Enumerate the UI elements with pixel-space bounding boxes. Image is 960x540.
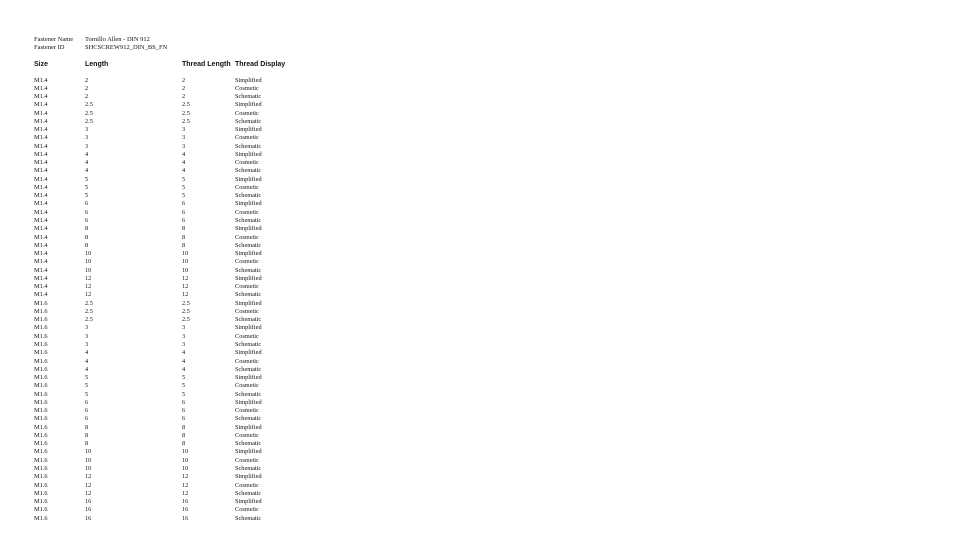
size-cell: M1.4 [34, 233, 48, 241]
table-row [0, 308, 960, 316]
thread-display-cell: Simplified [235, 498, 262, 506]
thread-length-cell: 2 [182, 84, 186, 92]
thread-display-cell: Cosmetic [235, 506, 259, 514]
thread-length-cell: 6 [182, 415, 186, 423]
table-row [0, 382, 960, 390]
table-row [0, 242, 960, 250]
thread-display-cell: Cosmetic [235, 208, 259, 216]
thread-display-cell: Simplified [235, 175, 262, 183]
length-cell: 2.5 [85, 307, 93, 315]
table-row [0, 250, 960, 258]
table-row [0, 415, 960, 423]
length-cell: 12 [85, 283, 92, 291]
length-cell: 4 [85, 159, 89, 167]
length-cell: 3 [85, 332, 89, 340]
thread-display-cell: Simplified [235, 423, 262, 431]
length-cell: 2 [85, 76, 89, 84]
thread-display-cell: Simplified [235, 473, 262, 481]
length-cell: 6 [85, 407, 89, 415]
table-row [0, 93, 960, 101]
length-cell: 5 [85, 382, 89, 390]
size-cell: M1.4 [34, 159, 48, 167]
column-header-length: Length [85, 61, 109, 68]
thread-length-cell: 5 [182, 382, 186, 390]
length-cell: 10 [85, 250, 92, 258]
table-row [0, 217, 960, 225]
size-cell: M1.4 [34, 200, 48, 208]
fastener-name-label: Fastener Name [34, 36, 74, 43]
table-row [0, 118, 960, 126]
thread-length-cell: 2.5 [182, 299, 190, 307]
size-cell: M1.4 [34, 258, 48, 266]
thread-display-cell: Schematic [235, 192, 262, 200]
thread-length-cell: 6 [182, 217, 186, 225]
thread-display-cell: Simplified [235, 398, 262, 406]
column-header-thread-display: Thread Display [235, 61, 286, 68]
thread-length-cell: 3 [182, 134, 186, 142]
size-cell: M1.6 [34, 481, 48, 489]
thread-display-cell: Schematic [235, 266, 262, 274]
length-cell: 6 [85, 200, 89, 208]
thread-display-cell: Simplified [235, 349, 262, 357]
table-row [0, 473, 960, 481]
size-cell: M1.4 [34, 109, 48, 117]
size-cell: M1.6 [34, 365, 48, 373]
length-cell: 12 [85, 473, 92, 481]
thread-display-cell: Cosmetic [235, 183, 259, 191]
thread-length-cell: 10 [182, 258, 189, 266]
table-row [0, 267, 960, 275]
length-cell: 2.5 [85, 117, 93, 125]
thread-length-cell: 4 [182, 349, 186, 357]
length-cell: 4 [85, 365, 89, 373]
table-row [0, 126, 960, 134]
thread-display-cell: Cosmetic [235, 307, 259, 315]
thread-length-cell: 12 [182, 274, 189, 282]
table-row [0, 349, 960, 357]
size-cell: M1.6 [34, 431, 48, 439]
table-row [0, 110, 960, 118]
thread-length-cell: 5 [182, 175, 186, 183]
thread-length-cell: 5 [182, 374, 186, 382]
thread-length-cell: 12 [182, 291, 189, 299]
thread-length-cell: 12 [182, 473, 189, 481]
thread-length-cell: 12 [182, 481, 189, 489]
thread-display-cell: Cosmetic [235, 407, 259, 415]
length-cell: 10 [85, 266, 92, 274]
size-cell: M1.6 [34, 498, 48, 506]
thread-display-cell: Schematic [235, 341, 262, 348]
size-cell: M1.6 [34, 299, 48, 307]
thread-display-cell: Schematic [235, 514, 262, 522]
table-row [0, 399, 960, 407]
thread-display-cell: Schematic [235, 440, 262, 448]
length-cell: 8 [85, 233, 89, 241]
size-cell: M1.6 [34, 415, 48, 423]
thread-length-cell: 8 [182, 225, 186, 233]
thread-display-cell: Schematic [235, 390, 262, 398]
size-cell: M1.4 [34, 250, 48, 258]
length-cell: 6 [85, 415, 89, 423]
table-row [0, 448, 960, 456]
thread-length-cell: 4 [182, 365, 186, 373]
table-row [0, 498, 960, 506]
table-row [0, 134, 960, 142]
table-row [0, 101, 960, 109]
table-row [0, 300, 960, 308]
thread-length-cell: 10 [182, 464, 189, 472]
length-cell: 3 [85, 324, 89, 332]
thread-length-cell: 10 [182, 250, 189, 258]
thread-length-cell: 12 [182, 283, 189, 291]
size-cell: M1.4 [34, 274, 48, 282]
thread-display-cell: Simplified [235, 76, 262, 84]
thread-length-cell: 3 [182, 332, 186, 340]
thread-display-cell: Simplified [235, 250, 262, 258]
size-cell: M1.4 [34, 266, 48, 274]
length-cell: 2 [85, 84, 89, 92]
table-row [0, 176, 960, 184]
table-row [0, 490, 960, 498]
thread-length-cell: 8 [182, 423, 186, 431]
thread-display-cell: Schematic [235, 316, 262, 324]
length-cell: 2.5 [85, 316, 93, 324]
thread-length-cell: 16 [182, 498, 189, 506]
size-cell: M1.6 [34, 489, 48, 497]
column-header-size: Size [34, 61, 49, 68]
thread-display-cell: Simplified [235, 126, 262, 134]
size-cell: M1.4 [34, 217, 48, 225]
thread-display-cell: Cosmetic [235, 233, 259, 241]
size-cell: M1.6 [34, 464, 48, 472]
table-row [0, 432, 960, 440]
thread-length-cell: 3 [182, 126, 186, 134]
length-cell: 4 [85, 167, 89, 175]
thread-display-cell: Simplified [235, 299, 262, 307]
size-cell: M1.6 [34, 398, 48, 406]
length-cell: 10 [85, 258, 92, 266]
size-cell: M1.4 [34, 117, 48, 125]
size-cell: M1.6 [34, 374, 48, 382]
thread-display-cell: Schematic [235, 93, 262, 101]
length-cell: 8 [85, 431, 89, 439]
thread-display-cell: Simplified [235, 374, 262, 382]
thread-length-cell: 3 [182, 142, 186, 150]
thread-length-cell: 10 [182, 456, 189, 464]
length-cell: 5 [85, 374, 89, 382]
thread-length-cell: 6 [182, 208, 186, 216]
table-row [0, 258, 960, 266]
length-cell: 2.5 [85, 299, 93, 307]
table-row [0, 324, 960, 332]
size-cell: M1.6 [34, 423, 48, 431]
length-cell: 5 [85, 183, 89, 191]
length-cell: 12 [85, 489, 92, 497]
length-cell: 4 [85, 150, 89, 158]
size-cell: M1.6 [34, 473, 48, 481]
thread-length-cell: 6 [182, 398, 186, 406]
thread-length-cell: 2.5 [182, 316, 190, 324]
table-row [0, 515, 960, 523]
thread-display-cell: Simplified [235, 324, 262, 332]
thread-display-cell: Cosmetic [235, 159, 259, 167]
size-cell: M1.4 [34, 167, 48, 175]
size-cell: M1.4 [34, 208, 48, 216]
thread-length-cell: 6 [182, 407, 186, 415]
thread-length-cell: 10 [182, 266, 189, 274]
thread-length-cell: 8 [182, 241, 186, 249]
length-cell: 12 [85, 274, 92, 282]
length-cell: 4 [85, 349, 89, 357]
thread-length-cell: 2.5 [182, 117, 190, 125]
size-cell: M1.4 [34, 291, 48, 299]
thread-display-cell: Cosmetic [235, 332, 259, 340]
thread-display-cell: Simplified [235, 225, 262, 233]
table-row [0, 440, 960, 448]
table-row [0, 457, 960, 465]
size-cell: M1.4 [34, 84, 48, 92]
table-row [0, 391, 960, 399]
thread-display-cell: Simplified [235, 448, 262, 456]
table-row [0, 209, 960, 217]
thread-length-cell: 16 [182, 506, 189, 514]
size-cell: M1.4 [34, 126, 48, 134]
size-cell: M1.6 [34, 341, 48, 348]
table-row [0, 316, 960, 324]
table-row [0, 143, 960, 151]
thread-display-cell: Schematic [235, 167, 262, 175]
size-cell: M1.6 [34, 456, 48, 464]
length-cell: 3 [85, 126, 89, 134]
thread-length-cell: 16 [182, 514, 189, 522]
thread-display-cell: Cosmetic [235, 84, 259, 92]
thread-display-cell: Schematic [235, 489, 262, 497]
size-cell: M1.6 [34, 382, 48, 390]
thread-display-cell: Simplified [235, 274, 262, 282]
thread-display-cell: Cosmetic [235, 481, 259, 489]
size-cell: M1.4 [34, 134, 48, 142]
thread-display-cell: Cosmetic [235, 109, 259, 117]
thread-length-cell: 2.5 [182, 307, 190, 315]
length-cell: 8 [85, 440, 89, 448]
length-cell: 5 [85, 192, 89, 200]
length-cell: 3 [85, 142, 89, 150]
thread-display-cell: Cosmetic [235, 134, 259, 142]
size-cell: M1.4 [34, 283, 48, 291]
thread-length-cell: 12 [182, 489, 189, 497]
table-row [0, 333, 960, 341]
fastener-name-value: Tornillo Allen - DIN 912 [85, 36, 150, 43]
length-cell: 3 [85, 134, 89, 142]
length-cell: 12 [85, 291, 92, 299]
thread-display-cell: Cosmetic [235, 431, 259, 439]
size-cell: M1.6 [34, 307, 48, 315]
column-header-thread-length: Thread Length [182, 61, 231, 68]
table-row [0, 374, 960, 382]
size-cell: M1.6 [34, 440, 48, 448]
length-cell: 8 [85, 241, 89, 249]
thread-display-cell: Schematic [235, 291, 262, 299]
table-row [0, 159, 960, 167]
table-row [0, 151, 960, 159]
length-cell: 6 [85, 398, 89, 406]
table-row [0, 85, 960, 93]
size-cell: M1.6 [34, 506, 48, 514]
thread-display-cell: Schematic [235, 117, 262, 125]
length-cell: 2.5 [85, 101, 93, 109]
fastener-id-value: SHCSCREW912_DIN_BS_FN [85, 44, 168, 51]
length-cell: 2.5 [85, 109, 93, 117]
thread-length-cell: 5 [182, 390, 186, 398]
table-row [0, 225, 960, 233]
size-cell: M1.4 [34, 225, 48, 233]
thread-display-cell: Cosmetic [235, 258, 259, 266]
table-row [0, 77, 960, 85]
thread-display-cell: Schematic [235, 241, 262, 249]
size-cell: M1.6 [34, 357, 48, 365]
size-cell: M1.6 [34, 390, 48, 398]
table-row [0, 407, 960, 415]
size-cell: M1.4 [34, 175, 48, 183]
length-cell: 2 [85, 93, 89, 101]
thread-length-cell: 4 [182, 159, 186, 167]
size-cell: M1.4 [34, 76, 48, 84]
length-cell: 10 [85, 456, 92, 464]
size-cell: M1.4 [34, 183, 48, 191]
thread-display-cell: Schematic [235, 142, 262, 150]
thread-display-cell: Simplified [235, 101, 262, 109]
table-row [0, 275, 960, 283]
size-cell: M1.4 [34, 101, 48, 109]
table-row [0, 291, 960, 299]
size-cell: M1.6 [34, 332, 48, 340]
size-cell: M1.6 [34, 349, 48, 357]
length-cell: 8 [85, 225, 89, 233]
thread-length-cell: 10 [182, 448, 189, 456]
thread-length-cell: 8 [182, 233, 186, 241]
table-row [0, 506, 960, 514]
thread-length-cell: 2.5 [182, 109, 190, 117]
size-cell: M1.4 [34, 93, 48, 101]
thread-length-cell: 5 [182, 183, 186, 191]
length-cell: 8 [85, 423, 89, 431]
thread-display-cell: Schematic [235, 415, 262, 423]
length-cell: 6 [85, 208, 89, 216]
fastener-id-label: Fastener ID [34, 44, 65, 51]
length-cell: 16 [85, 514, 92, 522]
thread-length-cell: 8 [182, 440, 186, 448]
thread-display-cell: Cosmetic [235, 283, 259, 291]
thread-display-cell: Simplified [235, 150, 262, 158]
thread-length-cell: 3 [182, 324, 186, 332]
thread-display-cell: Cosmetic [235, 357, 259, 365]
table-row [0, 184, 960, 192]
table-row [0, 482, 960, 490]
size-cell: M1.4 [34, 150, 48, 158]
table-row [0, 366, 960, 374]
thread-length-cell: 4 [182, 150, 186, 158]
thread-display-cell: Simplified [235, 200, 262, 208]
table-row [0, 424, 960, 432]
thread-length-cell: 2 [182, 76, 186, 84]
size-cell: M1.4 [34, 241, 48, 249]
thread-display-cell: Schematic [235, 365, 262, 373]
thread-length-cell: 3 [182, 341, 186, 348]
length-cell: 10 [85, 448, 92, 456]
thread-display-cell: Cosmetic [235, 382, 259, 390]
table-row [0, 341, 960, 349]
thread-length-cell: 4 [182, 167, 186, 175]
length-cell: 5 [85, 390, 89, 398]
size-cell: M1.4 [34, 142, 48, 150]
size-cell: M1.4 [34, 192, 48, 200]
size-cell: M1.6 [34, 316, 48, 324]
fastener-table-body [0, 77, 960, 523]
thread-length-cell: 2 [182, 93, 186, 101]
length-cell: 4 [85, 357, 89, 365]
thread-length-cell: 4 [182, 357, 186, 365]
length-cell: 5 [85, 175, 89, 183]
table-row [0, 234, 960, 242]
size-cell: M1.6 [34, 407, 48, 415]
table-row [0, 358, 960, 366]
length-cell: 16 [85, 498, 92, 506]
thread-length-cell: 6 [182, 200, 186, 208]
thread-display-cell: Cosmetic [235, 456, 259, 464]
table-row [0, 465, 960, 473]
length-cell: 16 [85, 506, 92, 514]
length-cell: 12 [85, 481, 92, 489]
table-row [0, 200, 960, 208]
thread-length-cell: 2.5 [182, 101, 190, 109]
length-cell: 6 [85, 217, 89, 225]
table-row [0, 167, 960, 175]
size-cell: M1.6 [34, 324, 48, 332]
thread-display-cell: Schematic [235, 464, 262, 472]
size-cell: M1.6 [34, 448, 48, 456]
length-cell: 10 [85, 464, 92, 472]
length-cell: 3 [85, 341, 89, 348]
thread-display-cell: Schematic [235, 217, 262, 225]
table-row [0, 192, 960, 200]
size-cell: M1.6 [34, 514, 48, 522]
table-row [0, 283, 960, 291]
thread-length-cell: 5 [182, 192, 186, 200]
thread-length-cell: 8 [182, 431, 186, 439]
